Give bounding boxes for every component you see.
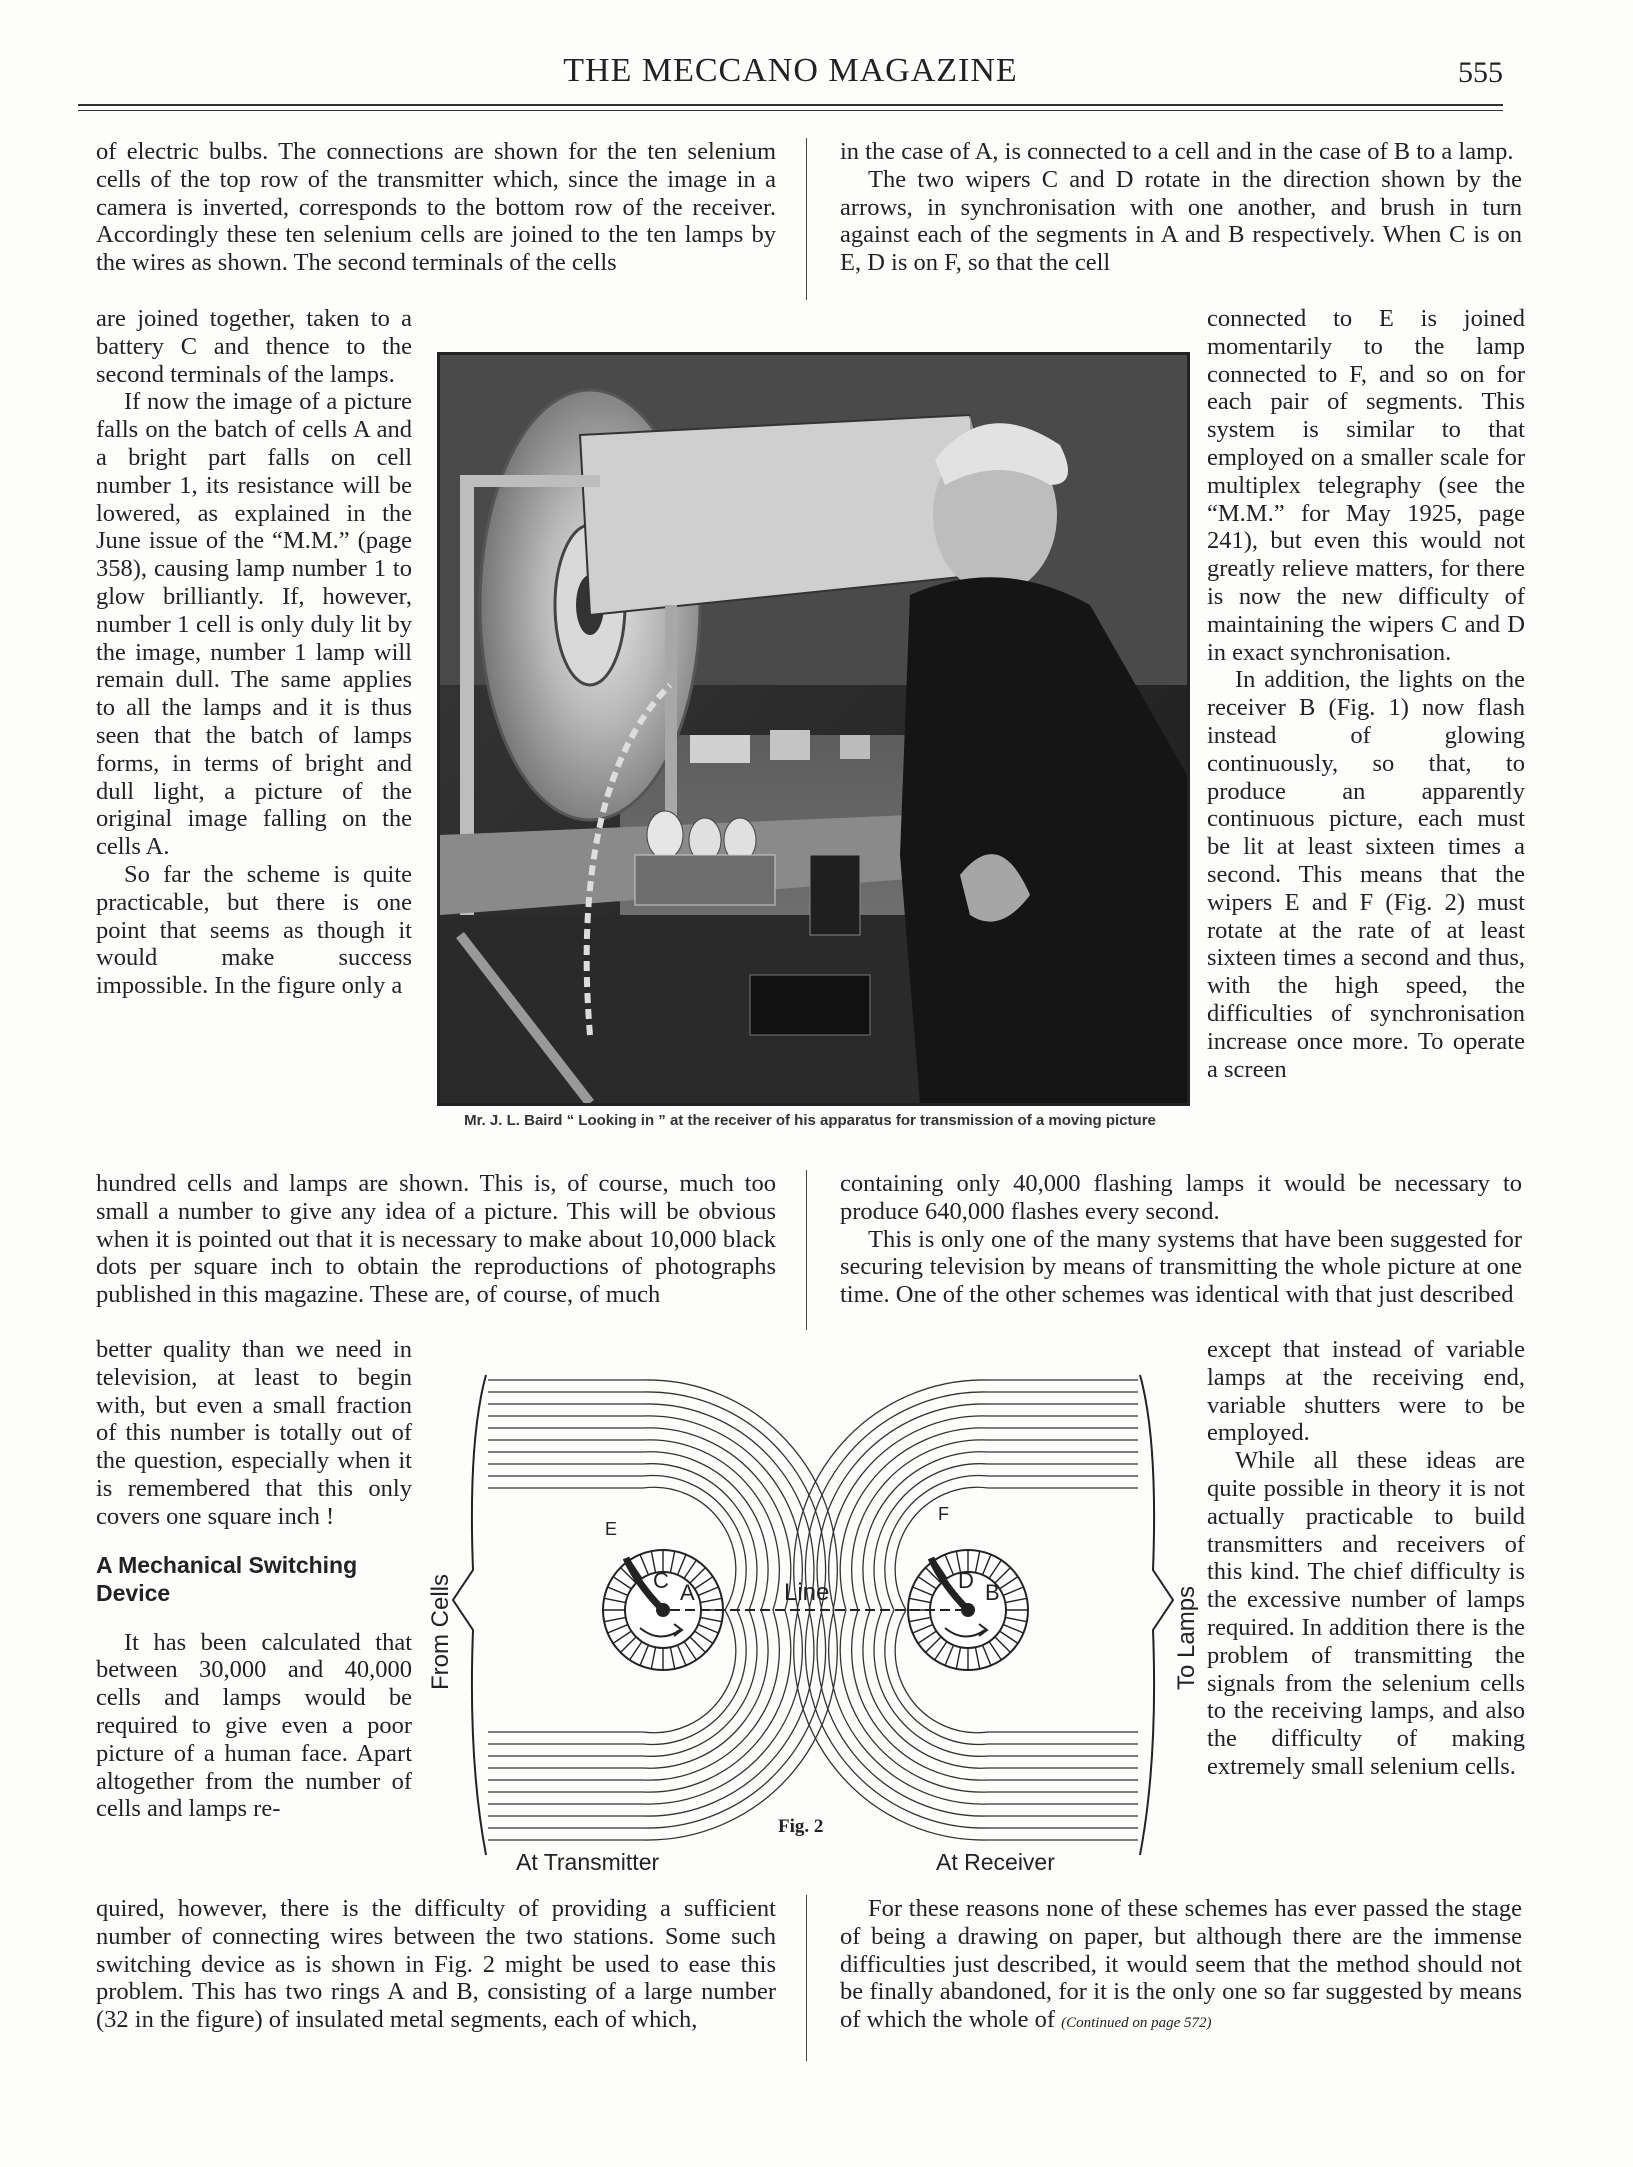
paragraph: are joined together, taken to a battery C and thence to the second terminals of the lamps.: [96, 305, 412, 388]
paragraph: containing only 40,000 flashing lamps it would be necessary to produce 640,000 flashes every second.: [840, 1170, 1522, 1225]
paragraph: in the case of A, is connected to a cell and in the case of B to a lamp.: [840, 138, 1514, 165]
column-divider: [806, 138, 807, 300]
bracket-right: [1140, 1375, 1173, 1855]
page-number: 555: [1458, 56, 1503, 89]
col1-narrow-text: [96, 305, 412, 1000]
label-at-transmitter: At Transmitter: [516, 1849, 660, 1875]
label-c: C: [653, 1568, 669, 1593]
continued-note: (Continued on page 572): [1061, 2015, 1212, 2032]
paragraph: of electric bulbs. The connections are shown for the ten selenium cells of the top row of the transmitter which, since the image in a camera is inverted, corresponds to the bottom row of the receiver. Accordingly these ten selenium cells are joined to the ten lamps by the wires as shown. The second terminals of the cells: [96, 138, 776, 277]
paragraph: So far the scheme is quite practicable, but there is one point that seems as though it would make success impossible. In the figure only a: [96, 860, 412, 1000]
photo-caption: Mr. J. L. Baird “ Looking in ” at the receiver of his apparatus for transmission of a moving picture: [464, 1112, 1156, 1129]
paragraph: connected to E is joined momentarily to the lamp connected to F, and so on for each pair of segments. This system is similar to that employed on a smaller scale for multiplex telegraphy (see the “M.M.” for May 1925, page 241), but even this would not greatly relieve matters, for there is now the new difficulty of maintaining the wipers C and D in exact synchronisation.: [1207, 305, 1525, 666]
header-rule: [78, 104, 1503, 106]
column-divider: [806, 1170, 807, 1330]
col1-bottom-text: [96, 1895, 776, 2034]
section-heading: A Mechanical Switching Device: [96, 1551, 358, 1606]
switching-diagram: [428, 1360, 1198, 1885]
col2-narrow-text: [1207, 305, 1525, 1083]
header-rule-thin: [78, 110, 1503, 111]
label-d: D: [958, 1568, 974, 1593]
col1-mid-text: [96, 1170, 776, 1309]
label-line: Line: [784, 1579, 830, 1606]
col1-narrow2-text: [96, 1336, 412, 1823]
label-f: F: [938, 1504, 949, 1524]
label-from-cells: From Cells: [428, 1573, 454, 1690]
photo-illustration: [440, 355, 1187, 1103]
label-at-receiver: At Receiver: [936, 1849, 1055, 1875]
page-header: [78, 52, 1503, 102]
bracket-left: [453, 1375, 486, 1855]
label-b: B: [985, 1580, 1000, 1605]
paragraph: [840, 1895, 1522, 2038]
paragraph: The two wipers C and D rotate in the direction shown by the arrows, in synchronisation with one another, and brush in turn against each of the segments in A and B respectively. When C is on E, D is on F, so that the cell: [840, 165, 1522, 277]
magazine-title: THE MECCANO MAGAZINE: [563, 52, 1018, 89]
col2-bottom-text: [840, 1895, 1522, 2038]
paragraph: better quality than we need in television, at least to begin with, but even a small fraction of this number is totally out of the question, especially when it is remembered that this only covers one square inch !: [96, 1336, 412, 1530]
col2-mid-text: [840, 1170, 1522, 1309]
photograph-baird-apparatus: [437, 352, 1190, 1106]
paragraph: This is only one of the many systems that have been suggested for securing television by means of transmitting the whole picture at one time. One of the other schemes was identical with that just described: [840, 1225, 1522, 1309]
paragraph: While all these ideas are quite possible in theory it is not actually practicable to build transmitters and receivers of this kind. The chief difficulty is the excessive number of lamps required. In addition there is the problem of transmitting the signals from the selenium cells to the receiving lamps, and also the difficulty of making extremely small selenium cells.: [1207, 1447, 1525, 1780]
paragraph: In addition, the lights on the receiver B (Fig. 1) now flash instead of glowing continuously, so that, to produce an apparently continuous picture, each must be lit at least sixteen times a second. This means that the wipers E and F (Fig. 2) must rotate at the rate of at least sixteen times a second and thus, with the high speed, the difficulties of synchronisation increase once more. To operate a screen: [1207, 666, 1525, 1083]
col2-top-text: [840, 138, 1522, 277]
label-to-lamps: To Lamps: [1173, 1585, 1198, 1690]
figure-2-switching-diagram: [428, 1360, 1198, 1885]
label-e: E: [605, 1519, 618, 1539]
paragraph: It has been calculated that between 30,000 and 40,000 cells and lamps would be required to give even a poor picture of a human face. Apart altogether from the number of cells and lamps re-: [96, 1628, 412, 1823]
col2-narrow2-text: [1207, 1336, 1525, 1781]
paragraph: except that instead of variable lamps at the receiving end, variable shutters were to be employed.: [1207, 1336, 1525, 1447]
paragraph: If now the image of a picture falls on the batch of cells A and a bright part falls on cell number 1, its resistance will be lowered, as explained in the June issue of the “M.M.” (page 358), causing lamp number 1 to glow brilliantly. If, however, number 1 cell is only duly lit by the image, number 1 lamp will remain dull. The same applies to all the lamps and it is thus seen that the batch of lamps forms, in terms of bright and dull light, a picture of the original image falling on the cells A.: [96, 388, 412, 861]
paragraph: quired, however, there is the difficulty of providing a sufficient number of connecting wires between the two stations. Some such switching device as is shown in Fig. 2 might be used to ease this problem. This has two rings A and B, consisting of a large number (32 in the figure) of insulated metal segments, each of which,: [96, 1895, 776, 2034]
col1-top-text: [96, 138, 776, 277]
label-a: A: [680, 1580, 695, 1605]
column-divider: [806, 1895, 807, 2061]
figure-number: Fig. 2: [778, 1816, 824, 1837]
paragraph: hundred cells and lamps are shown. This is, of course, much too small a number to give any idea of a picture. This will be obvious when it is pointed out that it is necessary to make about 10,000 black dots per square inch to obtain the reproductions of photographs published in this magazine. These are, of course, of much: [96, 1170, 776, 1309]
paragraph-text: For these reasons none of these schemes has ever passed the stage of being a drawing on paper, but although there are the immense difficulties just described, it would seem that the method should not be finally abandoned, for it is the only one so far suggested by means of which the whole of: [840, 1895, 1522, 2034]
